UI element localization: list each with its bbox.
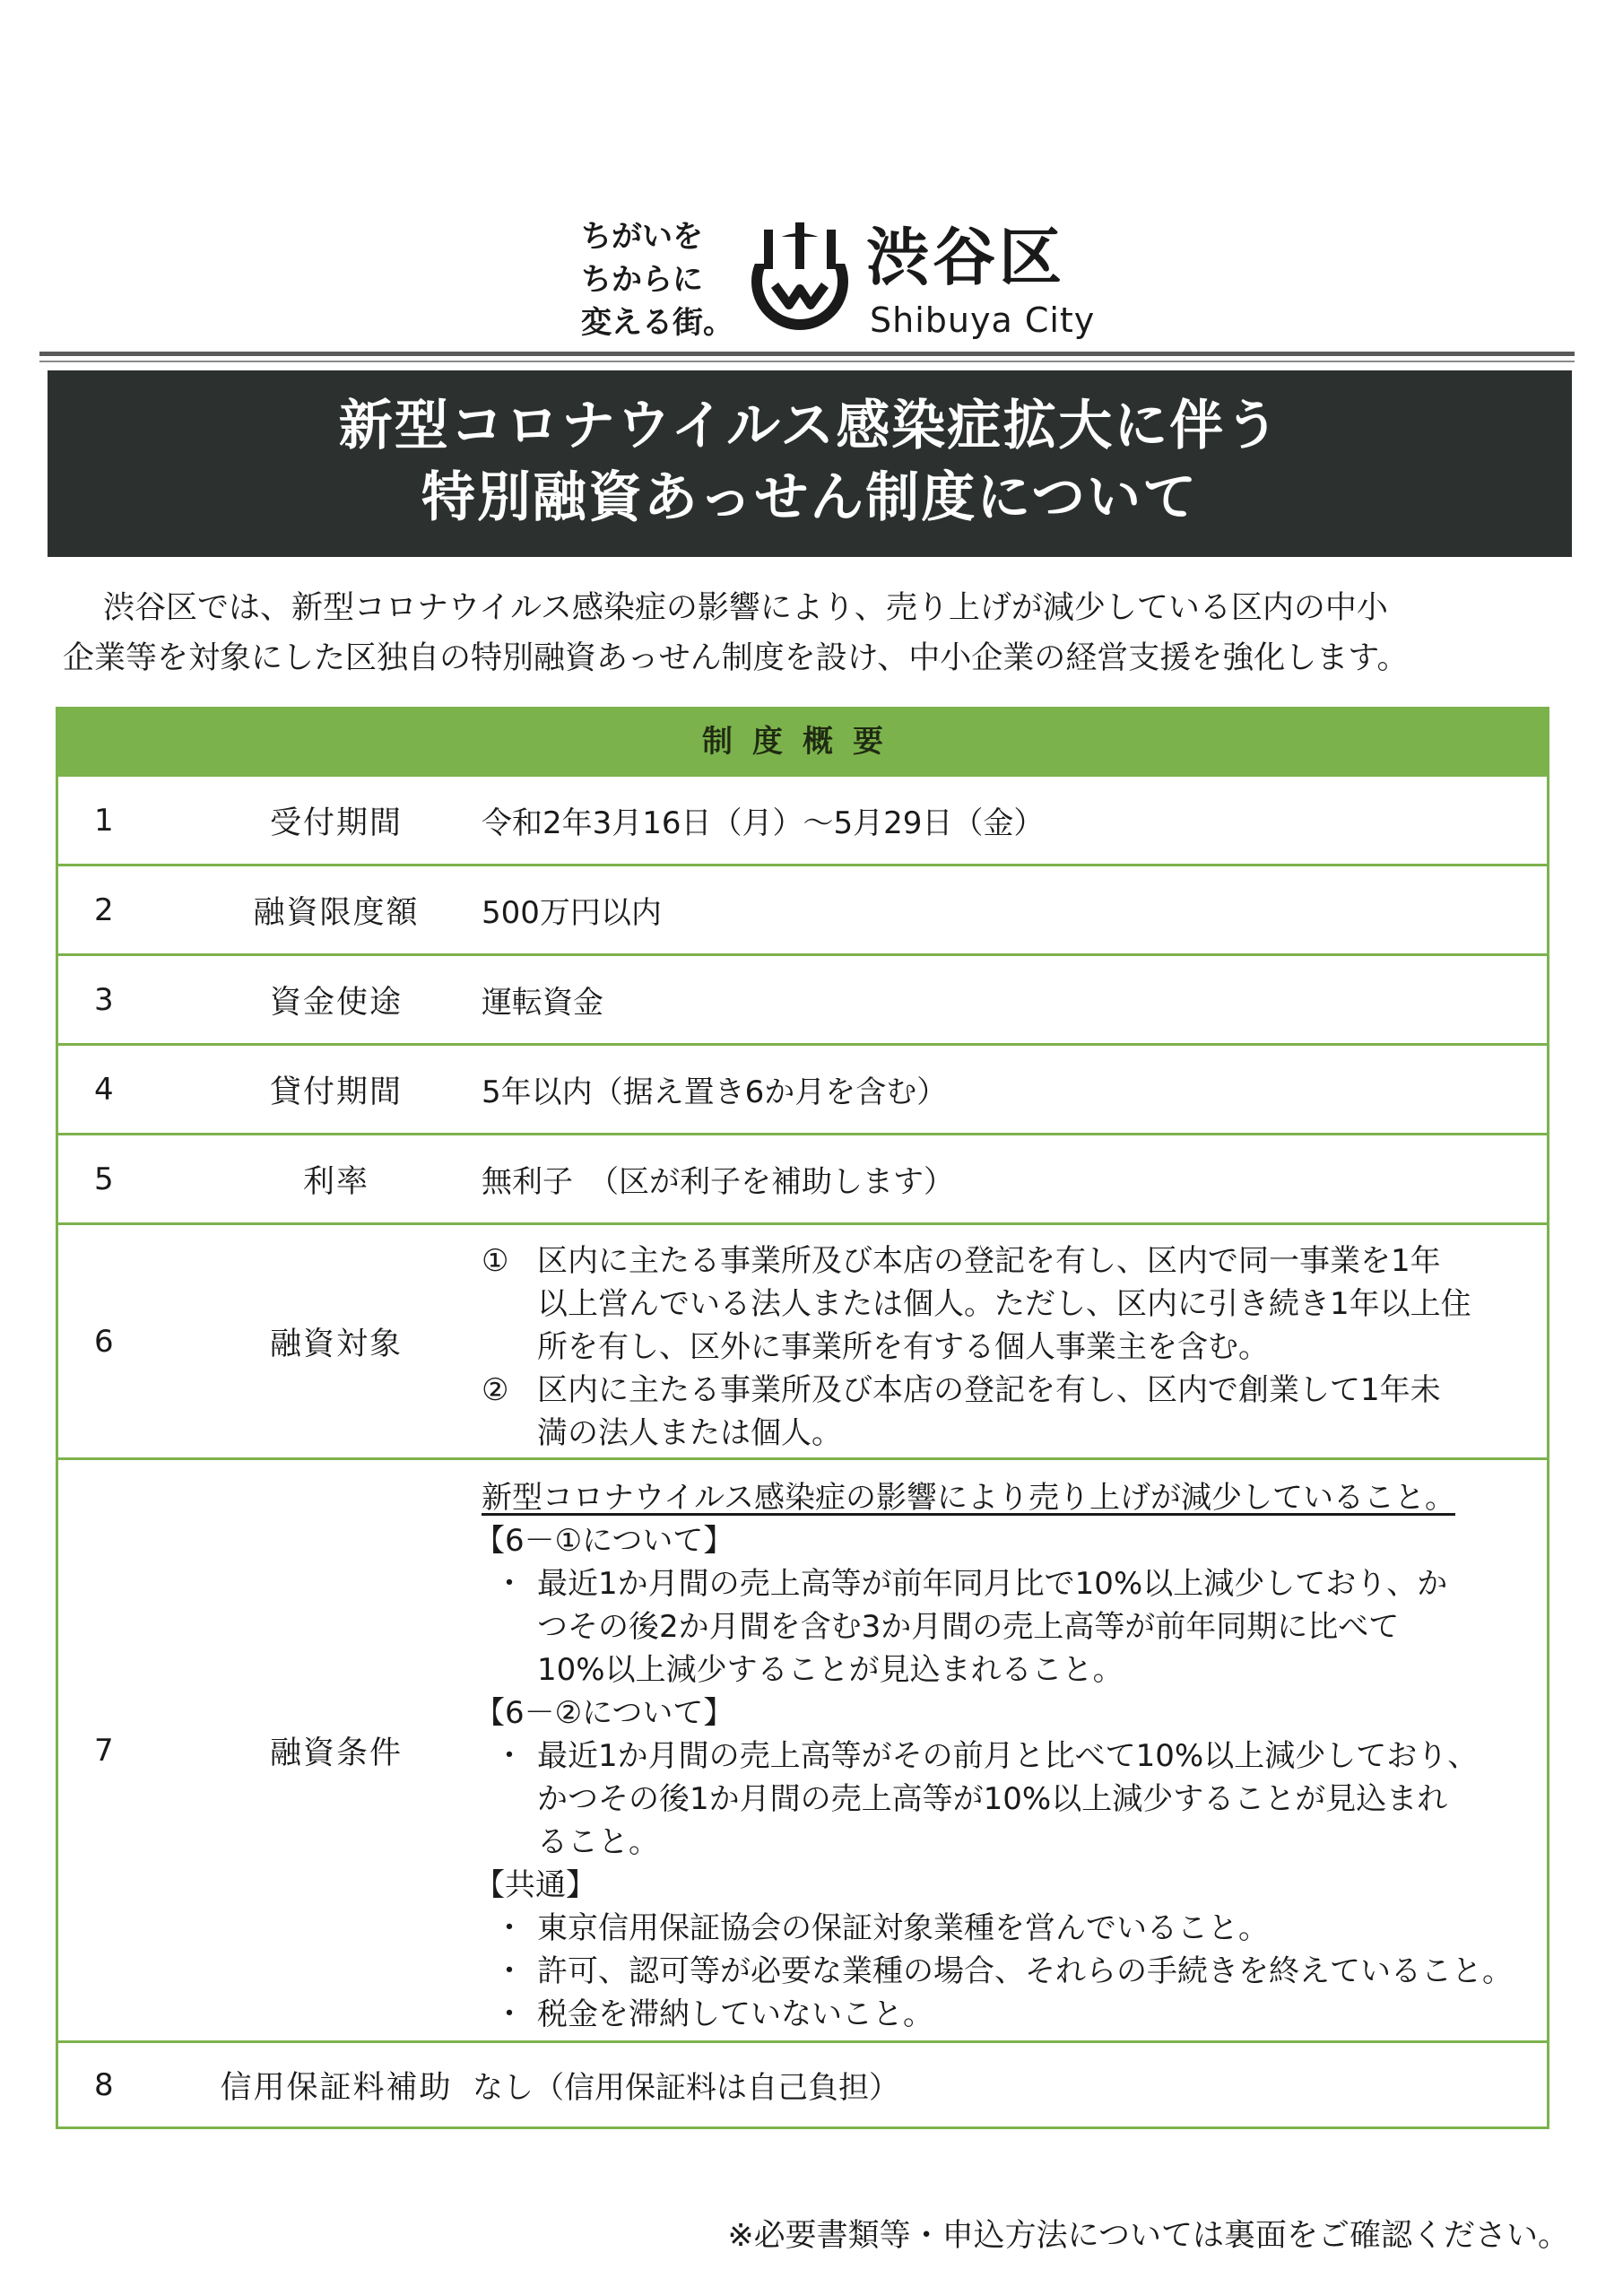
- bullet-item: [482, 1562, 1538, 1692]
- section-heading: 【6－①について】: [474, 1523, 734, 1559]
- header-divider-thin: [39, 361, 1575, 362]
- intro-line-2: 企業等を対象にした区独自の特別融資あっせん制度を設け、中小企業の経営支援を強化します。: [63, 640, 1409, 676]
- intro-line-1: 渋谷区では、新型コロナウイルス感染症の影響により、売り上げが減少している区内の中小: [103, 590, 1388, 626]
- bullet-line: 最近1か月間の売上高等が前年同月比で10%以上減少しており、か: [537, 1566, 1448, 1602]
- row-value: 令和2年3月16日（月）～5月29日（金）: [482, 805, 1045, 841]
- title-line-2: 特別融資あっせん制度について: [421, 466, 1199, 529]
- row-number: 3: [94, 981, 114, 1018]
- row-label: 融資条件: [269, 1735, 403, 1771]
- city-name: 渋谷区: [866, 221, 1065, 294]
- row-number: 5: [94, 1161, 114, 1197]
- table-row: [58, 864, 1547, 953]
- row-label: 資金使途: [269, 984, 403, 1021]
- eligibility-item: [482, 1369, 1538, 1455]
- row-value: 5年以内（据え置き6か月を含む）: [482, 1074, 948, 1110]
- item-marker: ②: [482, 1372, 509, 1408]
- section-heading: 【6－②について】: [474, 1695, 734, 1731]
- item-marker: ①: [482, 1243, 509, 1279]
- bullet-line: 税金を滞納していないこと。: [537, 1996, 933, 2032]
- bullet-item: [482, 1907, 1538, 1950]
- bullet-line: かつその後1か月間の売上高等が10%以上減少することが見込まれ: [537, 1781, 1448, 1817]
- item-line: 満の法人または個人。: [537, 1415, 842, 1451]
- eligibility-item: [482, 1239, 1538, 1369]
- bullet-line: 最近1か月間の売上高等がその前月と比べて10%以上減少しており、: [537, 1738, 1479, 1774]
- row-number: 7: [94, 1732, 114, 1769]
- bullet-mark: ・: [494, 1910, 525, 1946]
- slogan-line: ちがいを: [581, 219, 703, 255]
- table-row: [58, 1222, 1547, 1457]
- bullet-mark: ・: [494, 1953, 525, 1989]
- row-number: 8: [94, 2066, 114, 2103]
- slogan: [581, 215, 733, 344]
- row-label: 融資限度額: [253, 894, 420, 931]
- bullet-line: つその後2か月間を含む3か月間の売上高等が前年同期に比べて: [537, 1609, 1400, 1645]
- row-label: 信用保証料補助: [220, 2069, 453, 2106]
- page-title: [48, 370, 1572, 557]
- table-row: [58, 774, 1547, 864]
- header-divider: [39, 352, 1575, 356]
- table-row: [58, 1457, 1547, 2040]
- city-name-roman: Shibuya City: [870, 300, 1096, 340]
- table-row: [58, 1043, 1547, 1133]
- bullet-line: 許可、認可等が必要な業種の場合、それらの手続きを終えていること。: [537, 1953, 1513, 1989]
- bullet-mark: ・: [494, 1996, 525, 2032]
- item-line: 区内に主たる事業所及び本店の登記を有し、区内で創業して1年未: [537, 1372, 1441, 1408]
- row-value: [474, 1476, 1538, 2036]
- table-row: [58, 1133, 1547, 1222]
- bullet-item: [482, 1950, 1538, 1993]
- section-heading: 【共通】: [474, 1867, 596, 1903]
- row-value: 500万円以内: [482, 895, 662, 931]
- bullet-line: 東京信用保証協会の保証対象業種を営んでいること。: [537, 1910, 1269, 1946]
- row-value: 運転資金: [482, 985, 603, 1021]
- row-label: 受付期間: [269, 804, 403, 841]
- table-header: 制度概要: [58, 709, 1547, 774]
- row-label: 融資対象: [269, 1326, 403, 1362]
- bullet-line: ること。: [537, 1824, 659, 1860]
- slogan-line: ちからに: [581, 262, 703, 298]
- bullet-mark: ・: [494, 1566, 525, 1602]
- bullet-item: [482, 1735, 1538, 1864]
- overview-table: [56, 707, 1549, 2129]
- bullet-line: 10%以上減少することが見込まれること。: [537, 1652, 1124, 1688]
- title-line-1: 新型コロナウイルス感染症拡大に伴う: [338, 395, 1281, 457]
- intro-paragraph: [63, 583, 1569, 683]
- row-number: 4: [94, 1071, 114, 1108]
- row-number: 6: [94, 1323, 114, 1360]
- bullet-item: [482, 1993, 1538, 2036]
- footnote: ※必要書類等・申込方法については裏面をご確認ください。: [727, 2218, 1569, 2254]
- row-label: 貸付期間: [269, 1074, 403, 1110]
- item-line: 以上営んでいる法人または個人。ただし、区内に引き続き1年以上住: [537, 1286, 1471, 1322]
- table-row: [58, 953, 1547, 1043]
- row-number: 1: [94, 802, 114, 839]
- bullet-mark: ・: [494, 1738, 525, 1774]
- slogan-line: 変える街。: [581, 305, 733, 341]
- row-label: 利率: [302, 1163, 369, 1200]
- city-logo: [581, 215, 1096, 350]
- row-value: 無利子 （区が利子を補助します）: [482, 1164, 954, 1200]
- condition-headline: 新型コロナウイルス感染症の影響により売り上げが減少していること。: [482, 1480, 1455, 1516]
- table-row: [58, 2040, 1547, 2126]
- row-value: なし（信用保証料は自己負担）: [473, 2070, 899, 2106]
- item-line: 所を有し、区外に事業所を有する個人事業主を含む。: [537, 1329, 1269, 1365]
- row-value: [482, 1239, 1538, 1455]
- shibuya-emblem-icon: [744, 222, 856, 335]
- item-line: 区内に主たる事業所及び本店の登記を有し、区内で同一事業を1年: [537, 1243, 1441, 1279]
- row-number: 2: [94, 891, 114, 928]
